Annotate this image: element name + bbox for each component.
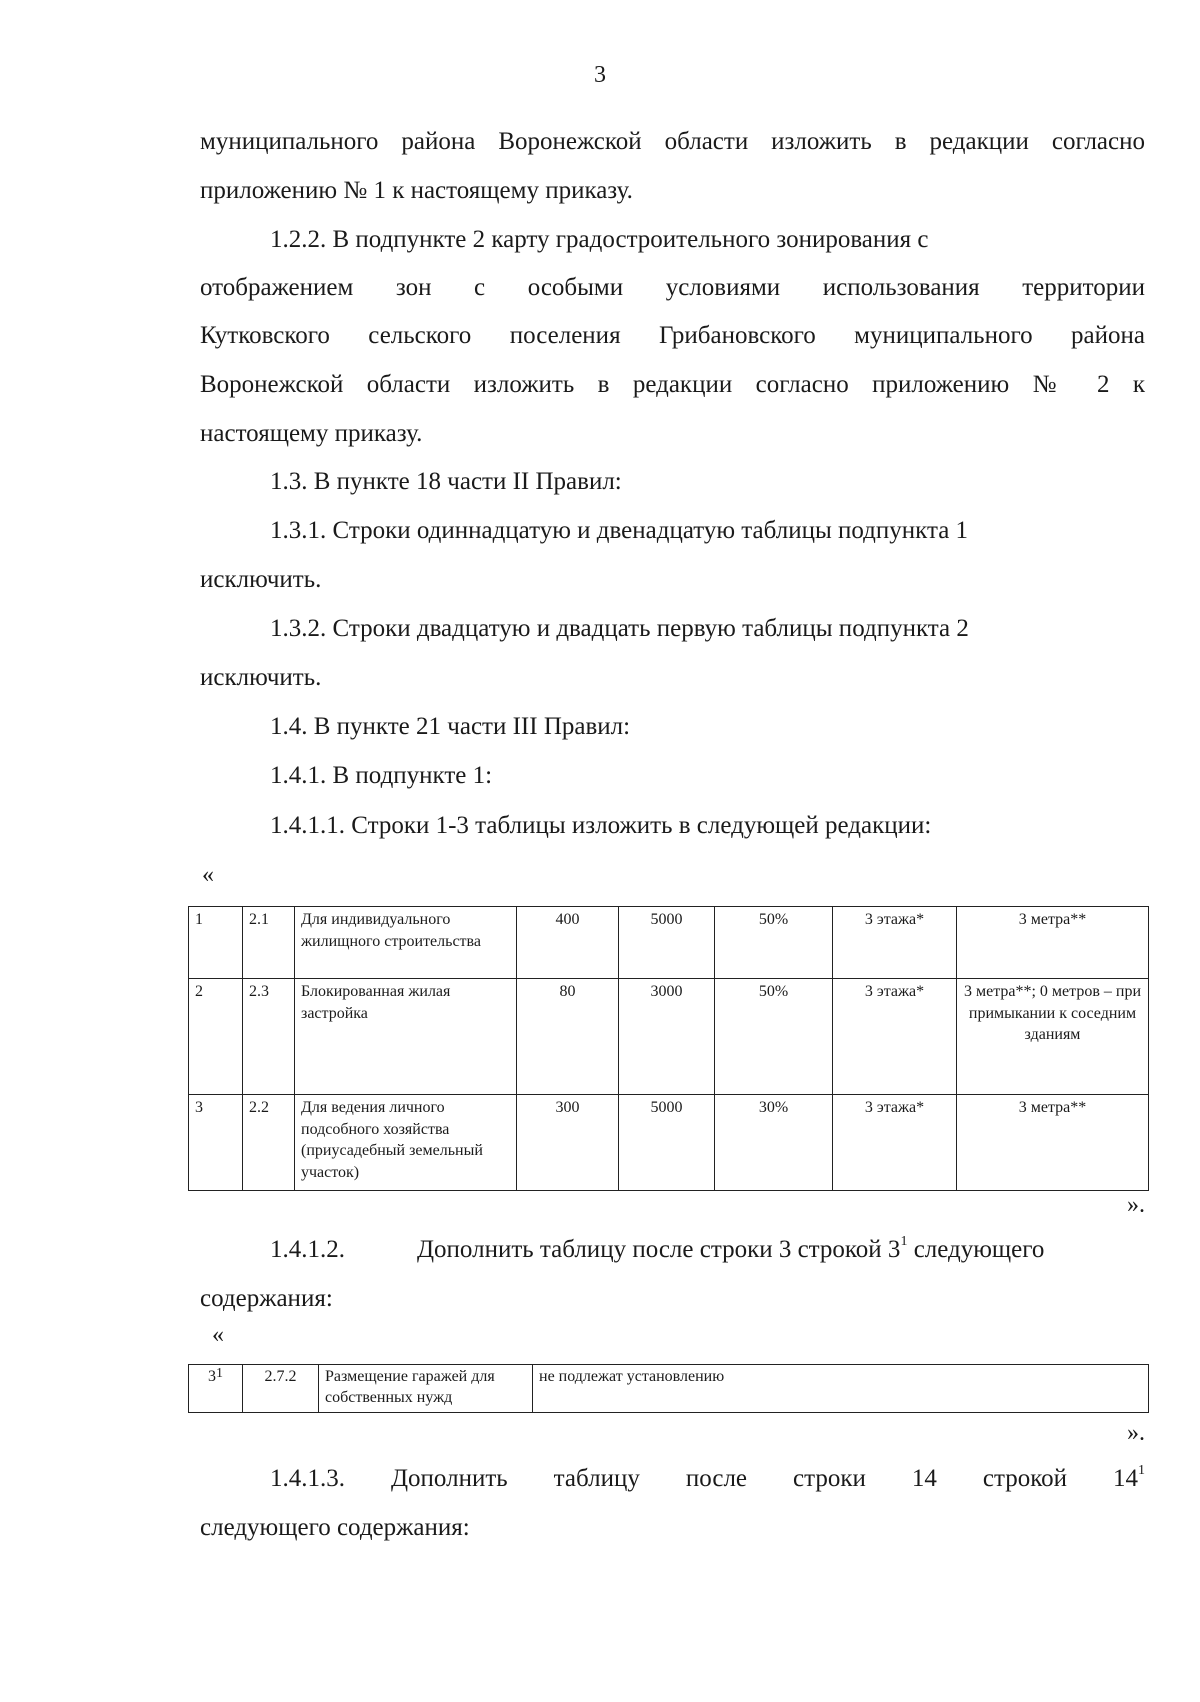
- paragraph-line: 1.4. В пункте 21 части III Правил:: [270, 713, 631, 740]
- quote-open: «: [202, 862, 214, 888]
- cell-setback: 3 метра**; 0 метров – при примыкании к соседним зданиям: [957, 979, 1149, 1095]
- paragraph-word: строкой: [982, 1465, 1067, 1492]
- paragraph-word: строки: [793, 1465, 866, 1492]
- paragraph-line: приложению № 1 к настоящему приказу.: [200, 177, 633, 204]
- cell-code: 2.1: [243, 907, 295, 979]
- cell-row-number: 3: [189, 1095, 243, 1191]
- paragraph-line: содержания:: [200, 1285, 333, 1312]
- paragraph-line: 1.3.2. Строки двадцатую и двадцать первую таблицы подпункта 2: [270, 615, 969, 642]
- table-row: [189, 1365, 1149, 1413]
- paragraph-line: Кутковского сельского поселения Грибановского муниципального района: [200, 322, 1145, 349]
- cell-setback: 3 метра**: [957, 907, 1149, 979]
- paragraph-word: после: [685, 1465, 748, 1492]
- page-number: 3: [594, 62, 606, 88]
- quote-close: ».: [1127, 1420, 1145, 1446]
- cell-code: 2.7.2: [243, 1365, 319, 1413]
- superscript: 1: [216, 1366, 223, 1381]
- paragraph-line: Воронежской области изложить в редакции согласно приложению № 2 к: [200, 371, 1145, 398]
- cell-min-area: 300: [517, 1095, 619, 1191]
- paragraph-line: 1.2.2. В подпункте 2 карту градостроительного зонирования с: [270, 226, 929, 253]
- paragraph-line: 1.4.1.1. Строки 1-3 таблицы изложить в следующей редакции:: [270, 812, 932, 839]
- cell-row-number: [189, 1365, 243, 1413]
- superscript: 1: [1137, 1463, 1145, 1478]
- paragraph-word: таблицу: [553, 1465, 640, 1492]
- cell-floors: 3 этажа*: [833, 1095, 957, 1191]
- paragraph-word: 14: [911, 1465, 937, 1492]
- cell-row-number: 1: [189, 907, 243, 979]
- cell-name: Блокированная жилая застройка: [295, 979, 517, 1095]
- table-row: [189, 907, 1149, 979]
- cell-floors: 3 этажа*: [833, 979, 957, 1095]
- cell-max-area: 5000: [619, 1095, 715, 1191]
- paragraph-line: исключить.: [200, 664, 322, 691]
- cell-value: не подлежат установлению: [533, 1365, 1149, 1413]
- paragraph-text: 14: [1112, 1465, 1138, 1492]
- cell-floors: 3 этажа*: [833, 907, 957, 979]
- table-zoning-rows-1-3: [188, 906, 1149, 1191]
- cell-name: Для индивидуального жилищного строительства: [295, 907, 517, 979]
- table-row: [189, 1095, 1149, 1191]
- table-row: [189, 979, 1149, 1095]
- cell-max-area: 5000: [619, 907, 715, 979]
- paragraph-lead: 1.4.1.2.: [270, 1236, 345, 1263]
- table-row-3-1: [188, 1364, 1149, 1413]
- paragraph-word: Дополнить: [391, 1465, 508, 1492]
- paragraph-line: 1.3. В пункте 18 части II Правил:: [270, 468, 622, 495]
- quote-close: ».: [1127, 1192, 1145, 1218]
- cell-name: Размещение гаражей для собственных нужд: [319, 1365, 533, 1413]
- cell-row-number: 2: [189, 979, 243, 1095]
- cell-min-area: 400: [517, 907, 619, 979]
- cell-min-area: 80: [517, 979, 619, 1095]
- quote-open: «: [212, 1322, 224, 1348]
- paragraph-text: следующего: [907, 1236, 1045, 1263]
- paragraph-line: [417, 1236, 1044, 1264]
- paragraph-line: отображением зон с особыми условиями использования территории: [200, 274, 1145, 301]
- paragraph-line: следующего содержания:: [200, 1514, 470, 1541]
- cell-name: Для ведения личного подсобного хозяйства (приусадебный земельный участок): [295, 1095, 517, 1191]
- cell-max-area: 3000: [619, 979, 715, 1095]
- cell-setback: 3 метра**: [957, 1095, 1149, 1191]
- cell-percent: 50%: [715, 907, 833, 979]
- superscript: 1: [900, 1234, 908, 1249]
- paragraph-text: Дополнить таблицу после строки 3 строкой 3: [417, 1236, 901, 1263]
- paragraph-line: настоящему приказу.: [200, 420, 423, 447]
- paragraph-line: 1.4.1. В подпункте 1:: [270, 762, 493, 789]
- cell-percent: 30%: [715, 1095, 833, 1191]
- cell-percent: 50%: [715, 979, 833, 1095]
- paragraph-line: исключить.: [200, 566, 322, 593]
- cell-code: 2.2: [243, 1095, 295, 1191]
- paragraph-word: 1.4.1.3.: [270, 1465, 345, 1492]
- paragraph-word: [1113, 1465, 1145, 1493]
- row-number-text: 3: [208, 1368, 216, 1385]
- paragraph-line: муниципального района Воронежской области изложить в редакции согласно: [200, 128, 1145, 155]
- paragraph-line: [270, 1465, 1145, 1493]
- paragraph-line: 1.3.1. Строки одиннадцатую и двенадцатую таблицы подпункта 1: [270, 517, 969, 544]
- cell-code: 2.3: [243, 979, 295, 1095]
